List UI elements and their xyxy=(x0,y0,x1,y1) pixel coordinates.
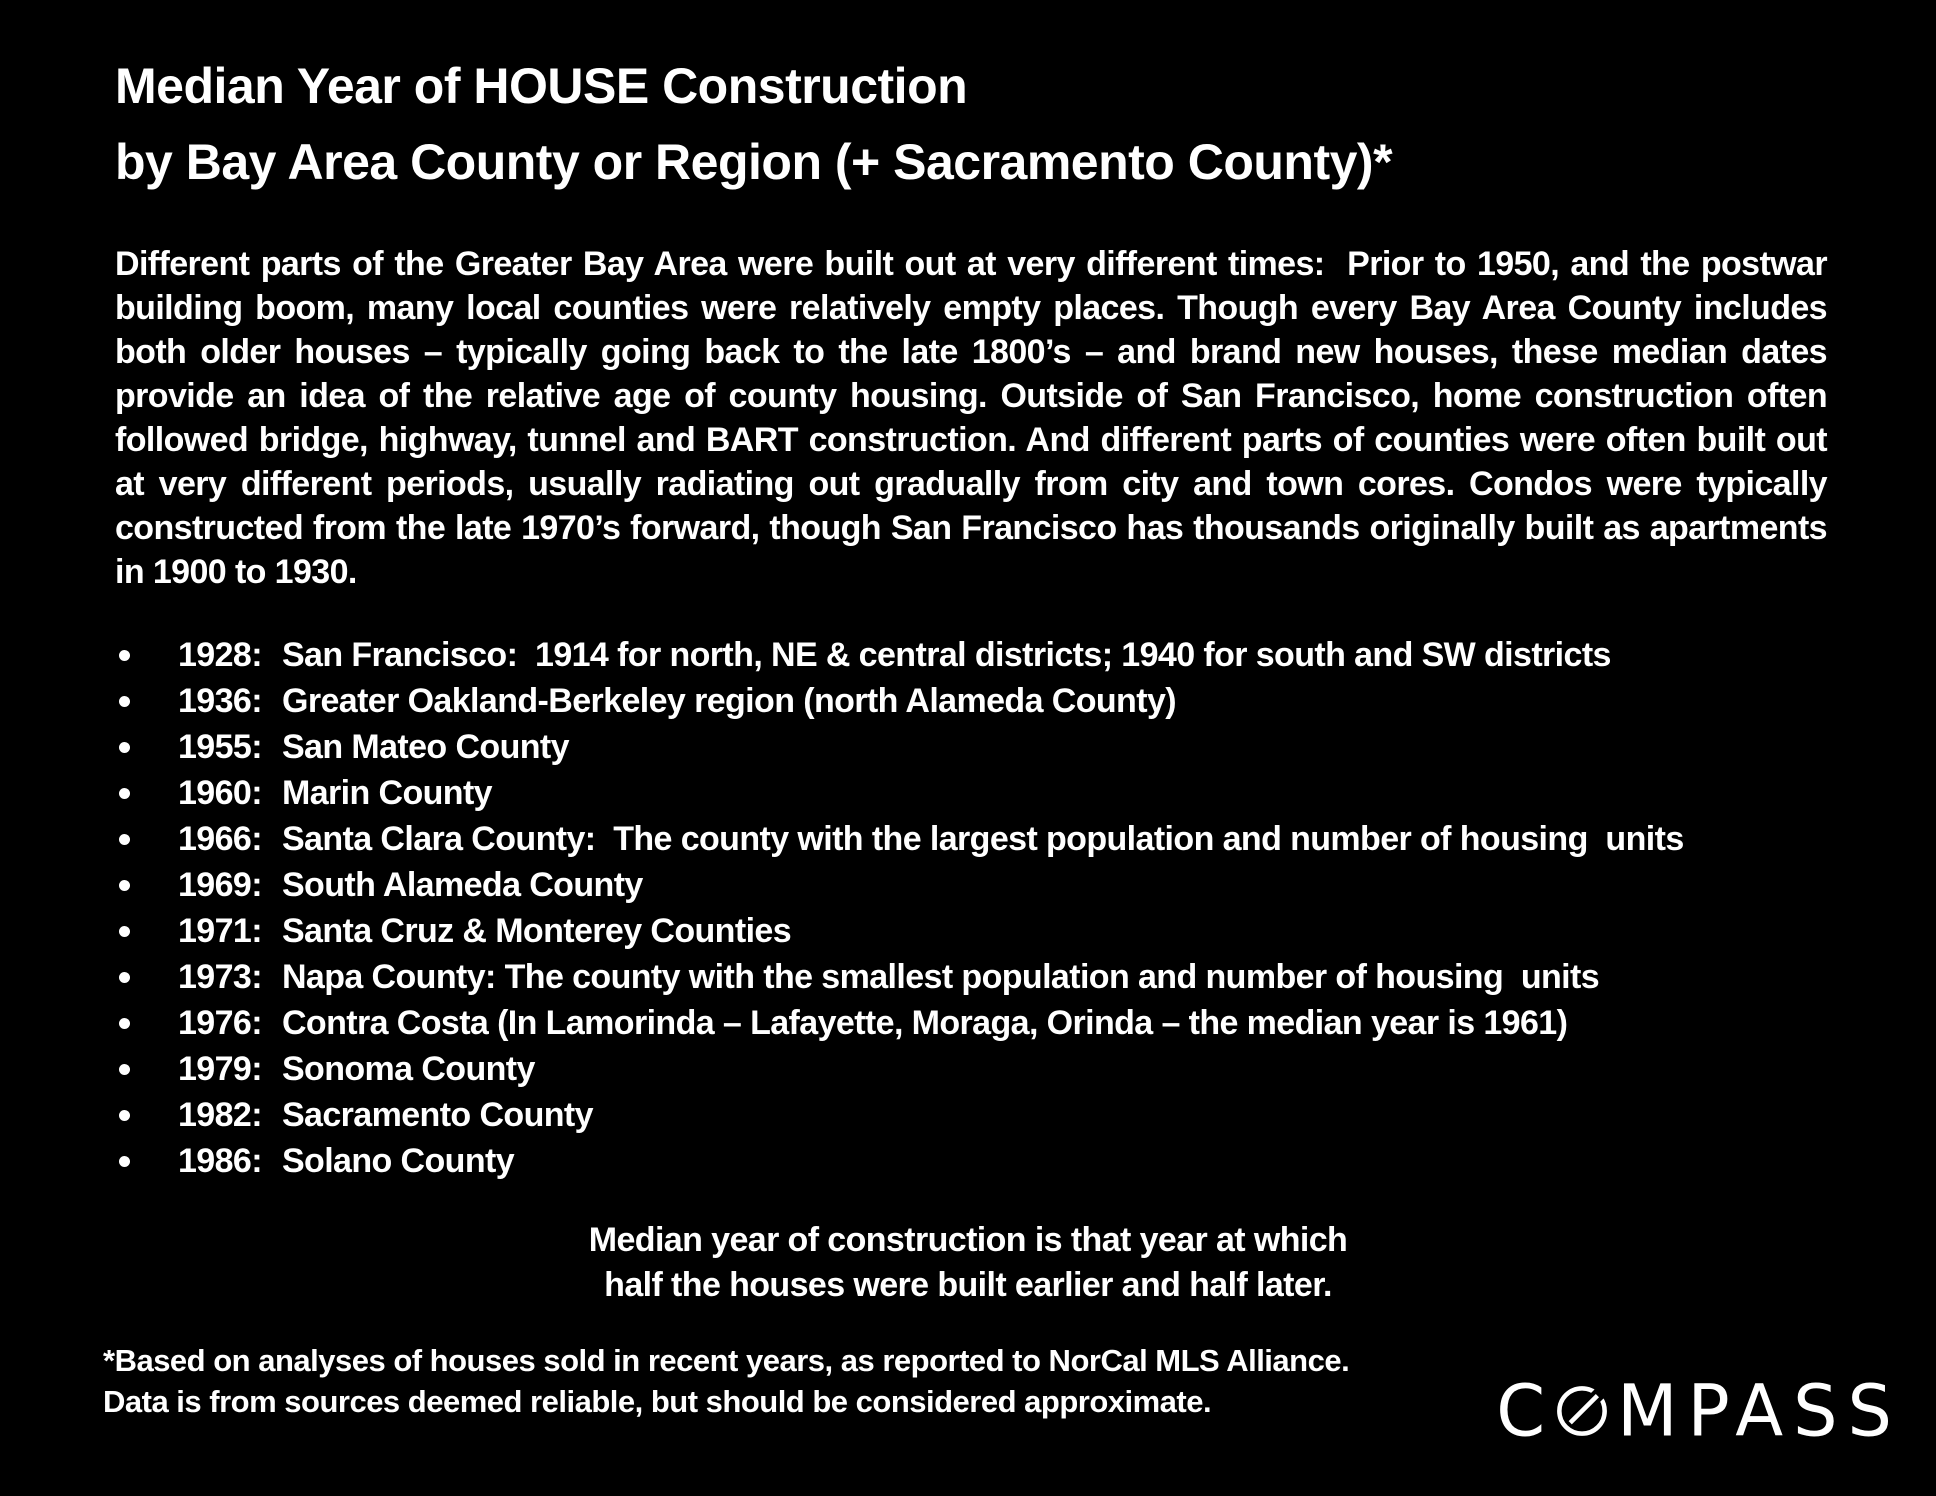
bullet-icon xyxy=(119,650,130,661)
list-item xyxy=(115,678,1875,724)
list-item-year: 1976: xyxy=(178,1004,262,1042)
bullet-icon xyxy=(119,1156,130,1167)
note-line-1: Median year of construction is that year at which xyxy=(588,1221,1348,1259)
bullet-icon xyxy=(119,788,130,799)
list-item-year: 1971: xyxy=(178,912,262,950)
bullet-icon xyxy=(119,1064,130,1075)
bullet-icon xyxy=(119,742,130,753)
list-item-text: Napa County: The county with the smallest population and number of housing units xyxy=(281,958,1600,996)
list-item-text: Marin County xyxy=(281,774,492,812)
list-item-text: Greater Oakland-Berkeley region (north Alameda County) xyxy=(281,682,1176,720)
bullet-icon xyxy=(119,1018,130,1029)
list-item-year: 1979: xyxy=(178,1050,262,1088)
list-item-text: San Francisco: 1914 for north, NE & central districts; 1940 for south and SW districts xyxy=(281,636,1611,674)
bullet-icon xyxy=(119,926,130,937)
bullet-icon xyxy=(119,972,130,983)
list-item-text: Santa Clara County: The county with the largest population and number of housing units xyxy=(281,820,1684,858)
bullet-icon xyxy=(119,1110,130,1121)
compass-logo-c: C xyxy=(1496,1369,1556,1453)
source-footnote xyxy=(103,1340,1349,1422)
list-item-text: Contra Costa (In Lamorinda – Lafayette, Moraga, Orinda – the median year is 1961) xyxy=(281,1004,1568,1042)
list-item-year: 1982: xyxy=(178,1096,262,1134)
list-item-text: Santa Cruz & Monterey Counties xyxy=(281,912,792,950)
list-item xyxy=(115,770,1875,816)
list-item xyxy=(115,1092,1875,1138)
bullet-icon xyxy=(119,880,130,891)
list-item-text: Sonoma County xyxy=(281,1050,535,1088)
title-line-2: by Bay Area County or Region (+ Sacramento County)* xyxy=(115,134,1393,190)
list-item xyxy=(115,1138,1875,1184)
list-item-year: 1966: xyxy=(178,820,262,858)
note-line-2: half the houses were built earlier and half later. xyxy=(604,1266,1332,1304)
median-year-list xyxy=(115,632,1875,1184)
list-item-year: 1928: xyxy=(178,636,262,674)
median-definition-note xyxy=(0,1218,1936,1308)
list-item xyxy=(115,1000,1875,1046)
list-item-year: 1960: xyxy=(178,774,262,812)
list-item xyxy=(115,954,1875,1000)
list-item xyxy=(115,862,1875,908)
footnote-line-1: *Based on analyses of houses sold in recent years, as reported to NorCal MLS Alliance. xyxy=(103,1343,1350,1378)
intro-paragraph: Different parts of the Greater Bay Area were built out at very different times: Prior to 1950, and the postwar building boom, many local counties were relatively empty places. Though every Bay Area County includes both older houses – typically going back to the late 1800’s – and brand new houses, these median dates provide an idea of the relative age of county housing. Outside of San Francisco, home construction often followed bridge, highway, tunnel and BART construction. And different parts of counties were often built out at very different periods, usually radiating out gradually from city and town cores. Condos were typically constructed from the late 1970’s forward, though San Francisco has thousands originally built as apartments in 1900 to 1930. xyxy=(115,245,1836,591)
list-item-text: Sacramento County xyxy=(281,1096,593,1134)
list-item-year: 1973: xyxy=(178,958,262,996)
list-item-year: 1955: xyxy=(178,728,262,766)
list-item xyxy=(115,632,1875,678)
page-title xyxy=(115,48,1392,200)
list-item-text: Solano County xyxy=(281,1142,515,1180)
list-item-text: South Alameda County xyxy=(281,866,643,904)
list-item-text: San Mateo County xyxy=(281,728,569,766)
compass-logo xyxy=(1496,1369,1902,1453)
title-line-1: Median Year of HOUSE Construction xyxy=(115,58,968,114)
list-item xyxy=(115,724,1875,770)
bullet-icon xyxy=(119,834,130,845)
bullet-icon xyxy=(119,696,130,707)
list-item-year: 1986: xyxy=(178,1142,262,1180)
list-item xyxy=(115,1046,1875,1092)
list-item xyxy=(115,908,1875,954)
footnote-line-2: Data is from sources deemed reliable, but should be considered approximate. xyxy=(103,1384,1212,1419)
list-item-year: 1936: xyxy=(178,682,262,720)
list-item xyxy=(115,816,1875,862)
compass-o-icon xyxy=(1553,1382,1611,1440)
list-item-year: 1969: xyxy=(178,866,262,904)
compass-logo-mpass: MPASS xyxy=(1617,1369,1902,1453)
